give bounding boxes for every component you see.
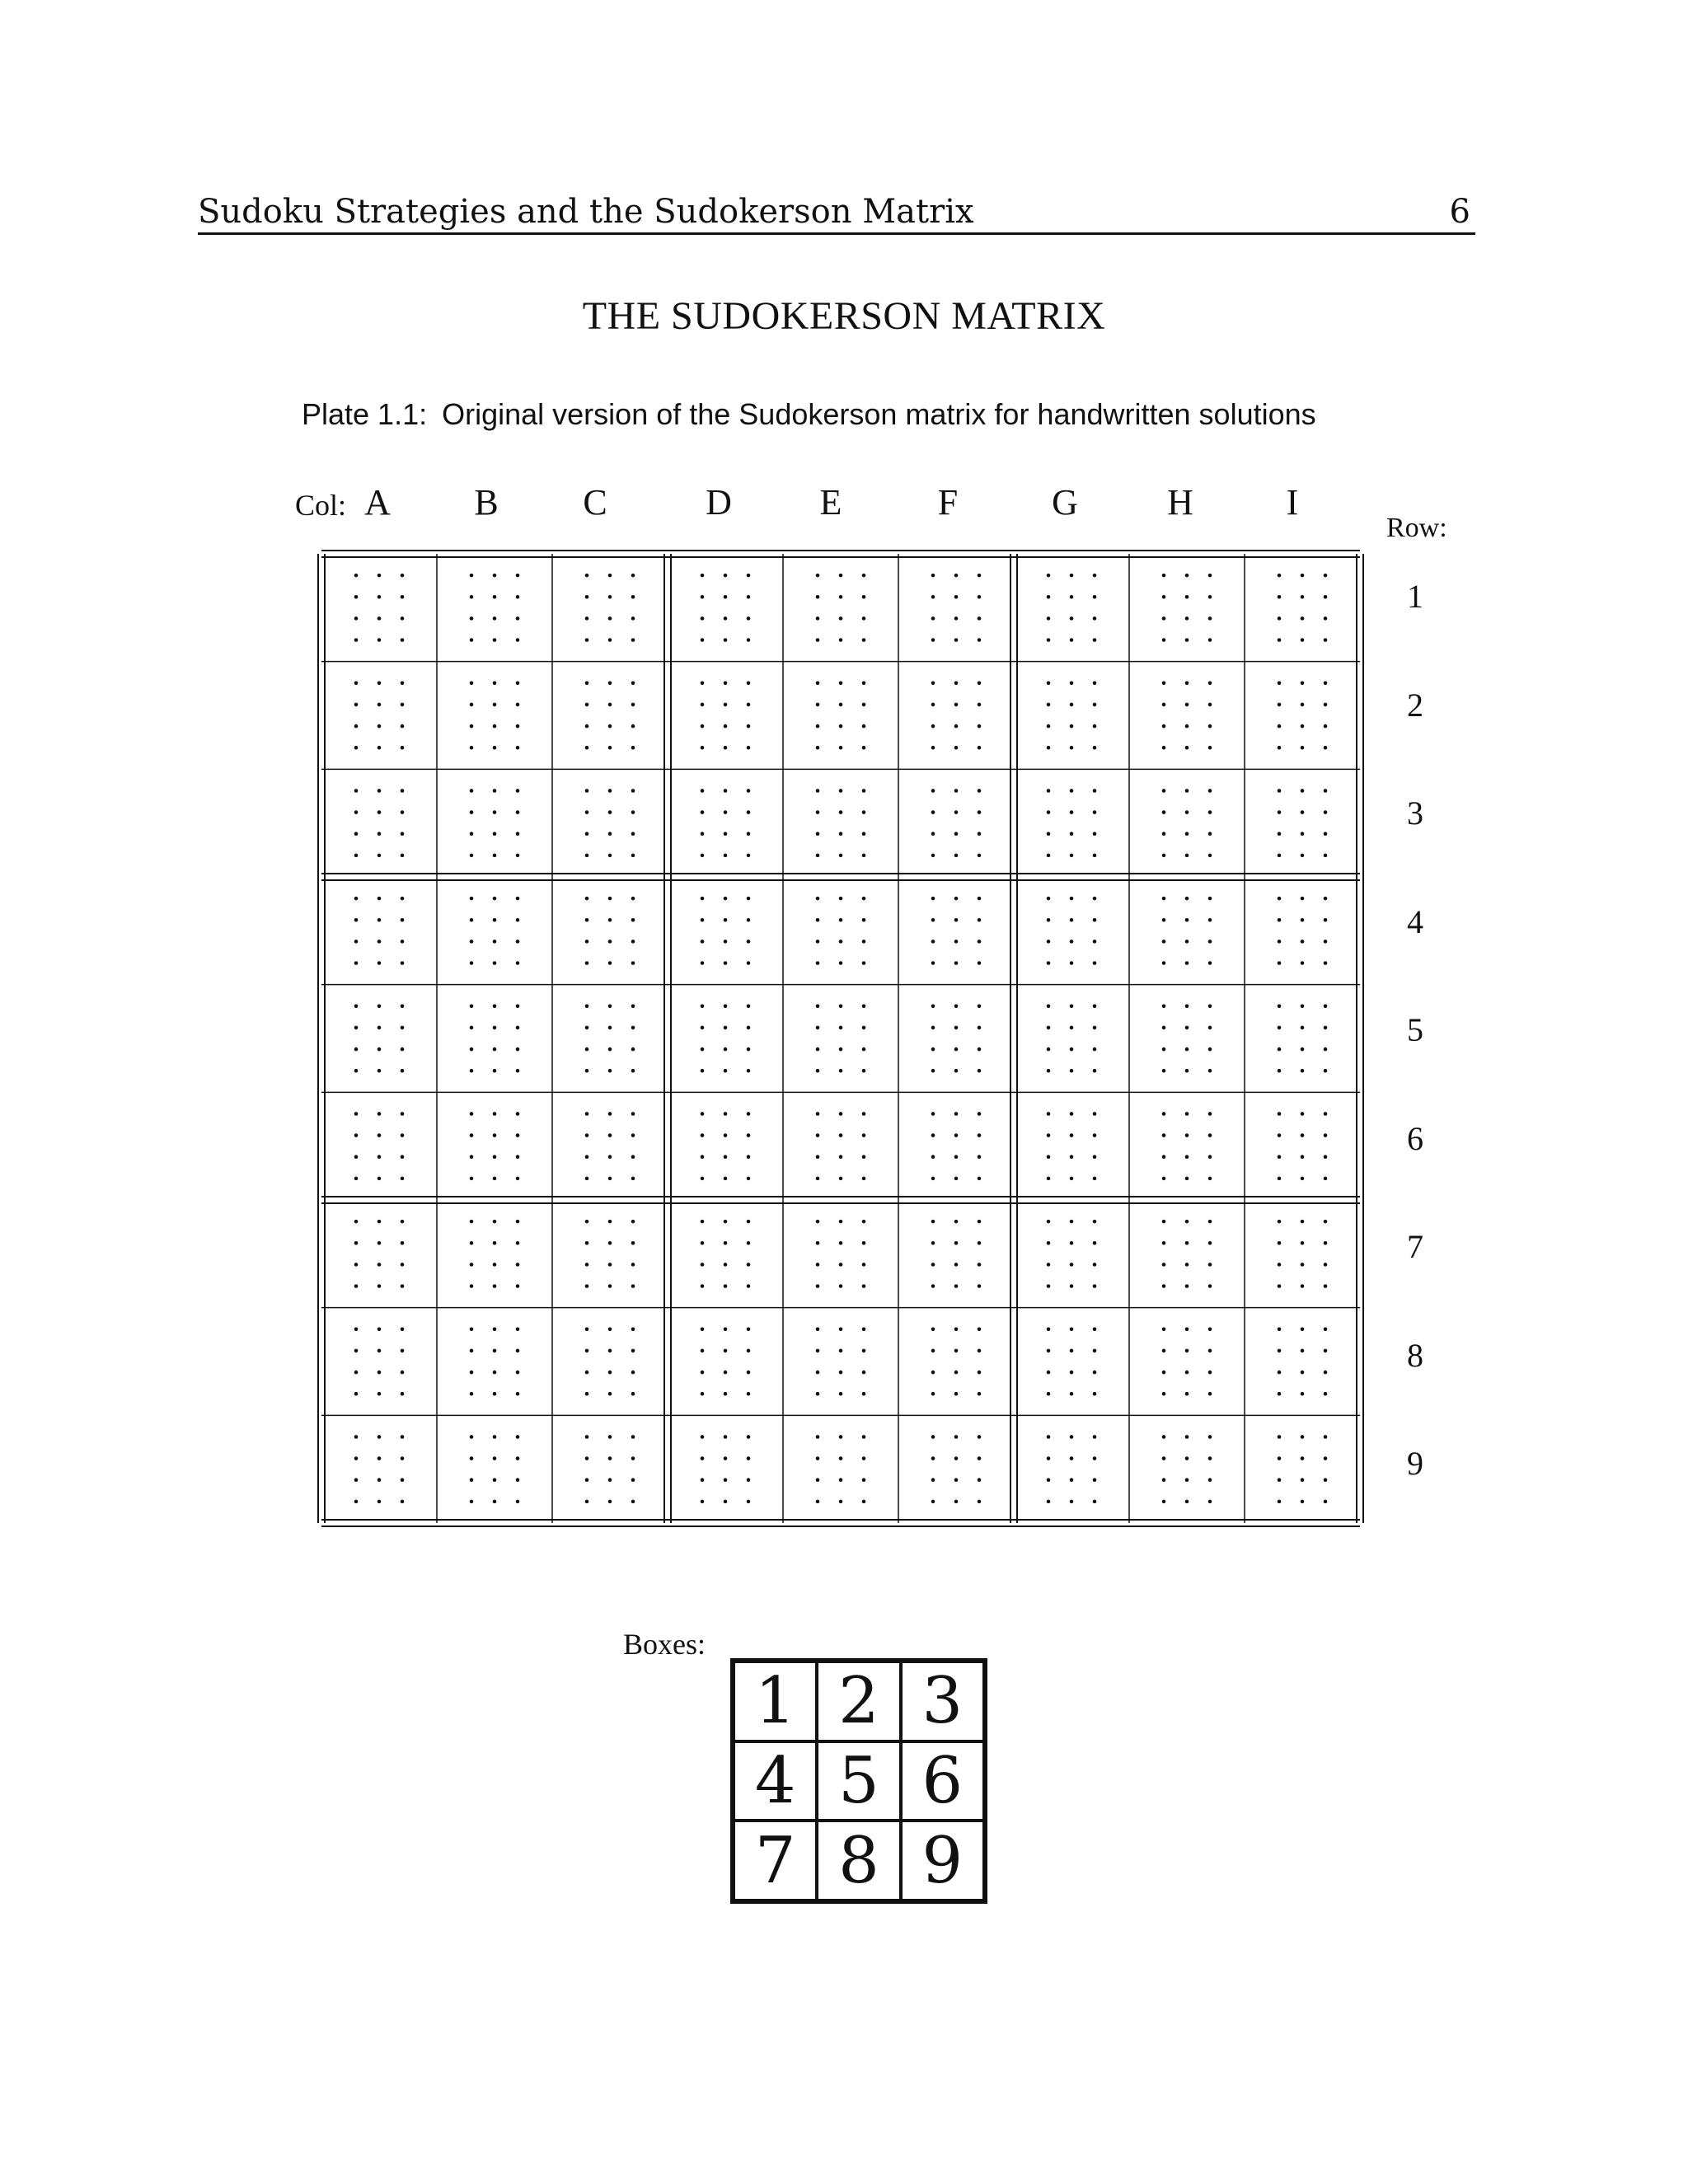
- row-header-9: 9: [1407, 1445, 1423, 1482]
- matrix-cell-c9: [585, 1435, 635, 1503]
- matrix-cell-g4: [1047, 897, 1097, 965]
- row-header-5: 5: [1407, 1011, 1423, 1048]
- matrix-cell-e5: [816, 1005, 866, 1073]
- column-header-f: F: [937, 482, 959, 523]
- matrix-cell-f7: [931, 1220, 982, 1288]
- matrix-cell-a5: [354, 1005, 405, 1073]
- matrix-grid: [313, 544, 1368, 1533]
- header-title: Sudoku Strategies and the Sudokerson Matrix: [198, 193, 974, 231]
- matrix-cell-e4: [816, 897, 866, 965]
- matrix-cell-a6: [354, 1112, 405, 1180]
- matrix-cell-f1: [931, 574, 982, 642]
- page-title: THE SUDOKERSON MATRIX: [582, 294, 1106, 338]
- matrix-cell-i5: [1278, 1005, 1328, 1073]
- sudokerson-matrix: [313, 544, 1368, 1533]
- matrix-cell-b3: [470, 789, 520, 857]
- box-key-cell-7: 7: [734, 1821, 817, 1900]
- box-key-cell-3: 3: [901, 1661, 984, 1741]
- matrix-cell-i1: [1278, 574, 1328, 642]
- matrix-cell-d5: [701, 1005, 751, 1073]
- matrix-cell-d8: [701, 1328, 751, 1396]
- matrix-cell-i2: [1278, 682, 1328, 750]
- matrix-cell-e1: [816, 574, 866, 642]
- box-key-cell-5: 5: [817, 1741, 900, 1821]
- matrix-cell-c1: [585, 574, 635, 642]
- box-key-cell-4: 4: [734, 1741, 817, 1821]
- matrix-cell-c8: [585, 1328, 635, 1396]
- matrix-cell-e6: [816, 1112, 866, 1180]
- column-header-h: H: [1167, 482, 1193, 523]
- column-header-d: D: [706, 482, 732, 523]
- running-header: [198, 194, 1475, 235]
- matrix-cell-b7: [470, 1220, 520, 1288]
- matrix-cell-d6: [701, 1112, 751, 1180]
- matrix-cell-d4: [701, 897, 751, 965]
- matrix-cell-e8: [816, 1328, 866, 1396]
- matrix-cell-e3: [816, 789, 866, 857]
- matrix-cell-c3: [585, 789, 635, 857]
- matrix-cell-i3: [1278, 789, 1328, 857]
- row-axis-label: Row:: [1386, 513, 1447, 543]
- matrix-cell-g9: [1047, 1435, 1097, 1503]
- matrix-cell-g1: [1047, 574, 1097, 642]
- matrix-cell-c6: [585, 1112, 635, 1180]
- matrix-cell-c2: [585, 682, 635, 750]
- matrix-cell-e2: [816, 682, 866, 750]
- matrix-cell-g2: [1047, 682, 1097, 750]
- box-number-key: [730, 1658, 987, 1904]
- boxes-label: Boxes:: [623, 1628, 706, 1661]
- matrix-cell-d7: [701, 1220, 751, 1288]
- matrix-cell-a9: [354, 1435, 405, 1503]
- matrix-cell-f3: [931, 789, 982, 857]
- matrix-cell-f8: [931, 1328, 982, 1396]
- row-header-8: 8: [1407, 1336, 1423, 1374]
- matrix-cell-d2: [701, 682, 751, 750]
- matrix-cell-a1: [354, 574, 405, 642]
- matrix-cell-h9: [1162, 1435, 1212, 1503]
- matrix-cell-f4: [931, 897, 982, 965]
- matrix-cell-h8: [1162, 1328, 1212, 1396]
- column-axis-label: Col:: [295, 489, 347, 522]
- matrix-cell-i9: [1278, 1435, 1328, 1503]
- matrix-cell-h4: [1162, 897, 1212, 965]
- matrix-cell-h2: [1162, 682, 1212, 750]
- matrix-cell-g5: [1047, 1005, 1097, 1073]
- box-key-cell-9: 9: [901, 1821, 984, 1900]
- plate-caption-text: Original version of the Sudokerson matrix for handwritten solutions: [442, 397, 1316, 431]
- row-header-6: 6: [1407, 1119, 1423, 1157]
- matrix-cell-g3: [1047, 789, 1097, 857]
- matrix-cell-f2: [931, 682, 982, 750]
- matrix-cell-c4: [585, 897, 635, 965]
- row-header-7: 7: [1407, 1228, 1423, 1265]
- matrix-cell-g6: [1047, 1112, 1097, 1180]
- matrix-cell-a8: [354, 1328, 405, 1396]
- page-number: 6: [1449, 193, 1470, 231]
- matrix-cell-a2: [354, 682, 405, 750]
- matrix-cell-b2: [470, 682, 520, 750]
- matrix-cell-b5: [470, 1005, 520, 1073]
- box-key-cell-6: 6: [901, 1741, 984, 1821]
- column-header-a: A: [364, 482, 391, 523]
- matrix-cell-h3: [1162, 789, 1212, 857]
- column-header-e: E: [819, 482, 842, 523]
- matrix-cell-g8: [1047, 1328, 1097, 1396]
- matrix-cell-f6: [931, 1112, 982, 1180]
- matrix-cell-c7: [585, 1220, 635, 1288]
- matrix-cell-h5: [1162, 1005, 1212, 1073]
- column-header-b: B: [474, 482, 499, 523]
- matrix-cell-a7: [354, 1220, 405, 1288]
- plate-label: Plate 1.1:: [302, 397, 428, 431]
- row-header-3: 3: [1407, 794, 1423, 832]
- box-key-cell-2: 2: [817, 1661, 900, 1741]
- plate-caption: [302, 397, 1316, 432]
- matrix-cell-c5: [585, 1005, 635, 1073]
- matrix-cell-d3: [701, 789, 751, 857]
- matrix-cell-d9: [701, 1435, 751, 1503]
- matrix-cell-e7: [816, 1220, 866, 1288]
- matrix-cell-i4: [1278, 897, 1328, 965]
- box-key-cell-8: 8: [817, 1821, 900, 1900]
- column-header-c: C: [583, 482, 607, 523]
- matrix-cell-f5: [931, 1005, 982, 1073]
- matrix-cell-a4: [354, 897, 405, 965]
- matrix-cell-h6: [1162, 1112, 1212, 1180]
- matrix-cell-h1: [1162, 574, 1212, 642]
- row-header-1: 1: [1407, 578, 1423, 615]
- matrix-cell-f9: [931, 1435, 982, 1503]
- row-header-4: 4: [1407, 902, 1423, 940]
- row-header-2: 2: [1407, 686, 1423, 724]
- matrix-cell-b8: [470, 1328, 520, 1396]
- matrix-cell-h7: [1162, 1220, 1212, 1288]
- matrix-cell-i8: [1278, 1328, 1328, 1396]
- matrix-cell-b9: [470, 1435, 520, 1503]
- matrix-cell-a3: [354, 789, 405, 857]
- matrix-cell-i7: [1278, 1220, 1328, 1288]
- box-key-cell-1: 1: [734, 1661, 817, 1741]
- column-header-i: I: [1286, 482, 1299, 523]
- matrix-cell-i6: [1278, 1112, 1328, 1180]
- matrix-cell-b4: [470, 897, 520, 965]
- matrix-cell-b6: [470, 1112, 520, 1180]
- matrix-cell-b1: [470, 574, 520, 642]
- matrix-cell-d1: [701, 574, 751, 642]
- column-header-g: G: [1052, 482, 1078, 523]
- matrix-cell-g7: [1047, 1220, 1097, 1288]
- matrix-cell-e9: [816, 1435, 866, 1503]
